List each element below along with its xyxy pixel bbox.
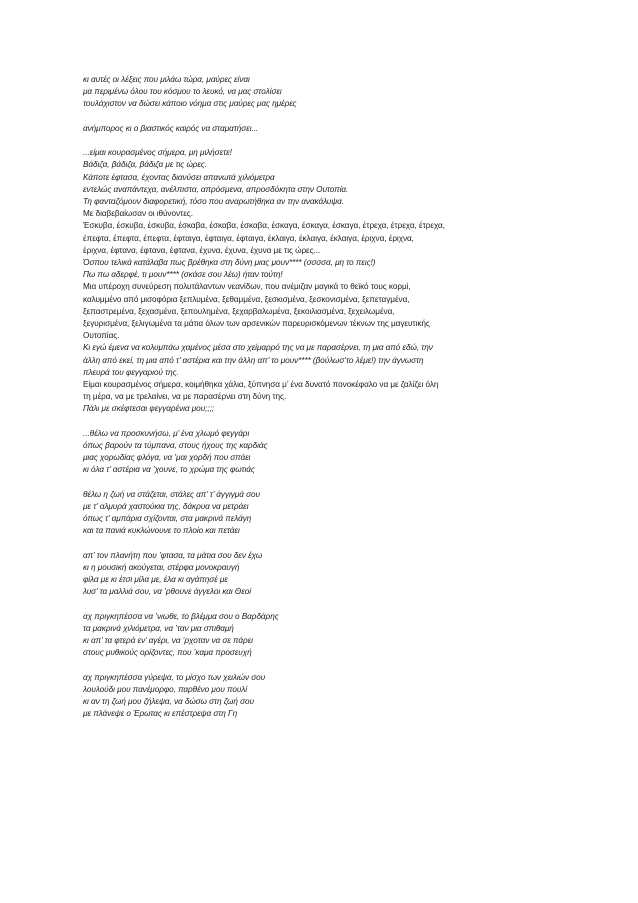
text-line: Πάλι με σκέφτεσαι φεγγαρένια μου;;;; [83, 404, 215, 414]
text-line: με τ’ αλμυρά χαστούκια της, δάκρυα να μετράει [83, 502, 249, 512]
text-line: τη μέρα, να με τρελαίνει, να με παρασέρνει στη δύνη της. [83, 392, 287, 402]
stanza-gap [83, 477, 563, 489]
text-line: λουλούδι μου πανέμορφο, παρθένο μου πουλί [83, 685, 248, 695]
text-line: τα μακρινά χιλιόμετρα, να ’ταν μια σπιθαμή [83, 624, 234, 634]
text-line: Τη φανταζόμουν διαφορετική, τόσο που αναρωτήθηκα αν την ανακάλυψα. [83, 197, 344, 206]
text-line: τουλάχιστον να δώσει κάποιο νόημα στις μαύρες μας ημέρες [83, 99, 297, 109]
text-line: κι όλα τ’ αστέρια να ’χουνε, το χρώμα της φωτιάς [83, 465, 255, 475]
stanza-gap [83, 416, 563, 428]
text-line: έριχνα, έφτανα, έφτανα, έφτανα, έχυνα, έχυνα, έχυνα με τις ώρες... [83, 245, 321, 255]
text-line: κι απ’ τα φτερά εν’ αγέρι, να ’ρχοταν να σε πάρει [83, 636, 253, 646]
text-line: Κάποτε έφτασα, έχοντας διανύσει απανωτά χιλιόμετρα [83, 172, 275, 182]
text-line: Κι εγώ έμενα να κολυμπάω χαμένος μέσα στο χείμαρρό της να με παρασέρνει, τη μια από εδώ, την [83, 343, 433, 353]
poem-page [83, 74, 563, 721]
text-line: Μια υπέροχη συνεύρεση πολυτάλαντων νεανίδων, που ανέμιζαν μαγικά το θεϊκό τους κορμί, [83, 282, 411, 292]
text-line: φίλα με κι έτσι μίλα με, έλα κι αγάπησέ με [83, 575, 228, 585]
stanza [83, 123, 563, 135]
stanza [83, 428, 563, 477]
text-line: Είμαι κουρασμένος σήμερα, κοιμήθηκα χάλια, ξύπνησα μ’ ένα δυνατό πονοκέφαλο να με ζαλίζει όλη [83, 380, 439, 390]
stanza [83, 489, 563, 538]
text-line: άλλη από εκεί, τη μια από τ’ αστέρια και την άλλη απ’ το μουν**** (βούλωσ’το λέμε!) την άγνωστη [83, 355, 424, 365]
stanza [83, 74, 563, 111]
text-line: καλυμμένο από μισοφόρια ξεπλυμένα, ξεθαμμένα, ξεσκισμένα, ξεσκονισμένα, ξεπεταγμένα, [83, 294, 410, 304]
stanza [83, 672, 563, 721]
text-line: Όσπου τελικά κατάλαβα πως βρέθηκα στη δύνη μιας μουν**** (σσσσα, μη το πεις!) [83, 258, 376, 268]
text-line: ...είμαι κουρασμένος σήμερα, μη μιλήσετε! [83, 148, 232, 158]
text-line: εντελώς αναπάντεχα, ανέλπιστα, απρόσμενα, απροσδόκητα στην Ουτοπία. [83, 184, 349, 194]
text-line: Με διαβεβαίωσαν οι ιθύνοντες. [83, 209, 193, 219]
stanza-gap [83, 135, 563, 147]
text-line: πλευρά του φεγγαριού της. [83, 367, 179, 377]
text-line: Ουτοπίας. [83, 331, 120, 341]
text-line: κι η μουσική ακούγεται, στέρφα μονοκραυγή [83, 563, 240, 573]
stanza-gap [83, 660, 563, 672]
text-line: με πλάνεψε ο Έρωτας κι επέστρεψα στη Γη [83, 709, 238, 719]
stanza [83, 550, 563, 599]
text-line: ανήμπορος κι ο βιαστικός καιρός να σταματήσει... [83, 123, 259, 133]
text-line: απ’ τον πλανήτη που ’φτασα, τα μάτια σου δεν έχω [83, 550, 263, 560]
text-line: και τα πανιά κυκλώνουνε το πλοίο και πετάει [83, 526, 240, 536]
text-line: μιας χορωδίας φλόγα, να ’μαι χορδή που σπάει [83, 453, 251, 463]
text-line: Έσκυβα, έσκυβα, έσκυβα, έσκαβα, έσκαβα, έσκαβα, έσκαγα, έσκαγα, έσκαγα, έτρεχα, έτρεχα, έτρεχα, [83, 221, 445, 231]
text-line: αχ πριγκηπέσσα να ’νιωθε, το βλέμμα σου ο Βαρδάρης [83, 611, 279, 621]
stanza [83, 147, 563, 415]
text-line: αχ πριγκηπέσσα γύρεψα, το μίσχο των χειλιών σου [83, 672, 266, 682]
text-line: στους μυθικούς ορίζοντες, που ’καμα προσευχή [83, 648, 252, 658]
text-line: θέλω η ζωή να στάζεται, στάλες απ’ τ’ άγγιγμά σου [83, 489, 260, 499]
stanza [83, 611, 563, 660]
text-line: μα περιμένω όλου του κόσμου το λευκό, να μας στολίσει [83, 87, 282, 97]
text-line: ξεπαστρεμένα, ξεχασμένα, ξεπουλημένα, ξεχαρβαλωμένα, ξεκοιλιασμένα, ξεχειλωμένα, [83, 306, 395, 316]
text-line: ...θέλω να προσκυνήσω, μ’ ένα χλωμό φεγγάρι [83, 428, 250, 438]
text-line: κι αυτές οι λέξεις που μιλάω τώρα, μαύρες είναι [83, 75, 250, 84]
text-line: ξεγυρισμένα, ξελιγωμένα τα μάτια όλων των αρσενικών παρευρισκόμενων τέκνων της μαγευτικής [83, 319, 430, 329]
text-line: όπως τ’ αμπάρια σχίζονται, στα μακρινά πελάγη [83, 514, 252, 524]
text-line: κι αν τη ζωή μου ζήλεψα, να δώσω στη ζωή σου [83, 697, 254, 707]
stanza-gap [83, 111, 563, 123]
text-line: έπεφτα, έπεφτα, έπεφτα, έφταιγα, έφταιγα, έφταιγα, έκλαιγα, έκλαιγα, έκλαιγα, έριχνα, έριχνα, [83, 233, 414, 243]
stanza-gap [83, 538, 563, 550]
text-line: Πω πω αδερφέ, τι μουν**** (σκάσε σου λέω) ήταν τούτη! [83, 270, 283, 280]
text-line: λυσ’ τα μαλλιά σου, να ’ρθουνε άγγελοι και Θεοί [83, 587, 252, 597]
text-line: Βάδιζα, βάδιζα, βάδιζα με τις ώρες. [83, 160, 207, 170]
text-line: όπως βαρούν τα τύμπανα, στους ήχους της καρδιάς [83, 441, 268, 451]
stanza-gap [83, 599, 563, 611]
